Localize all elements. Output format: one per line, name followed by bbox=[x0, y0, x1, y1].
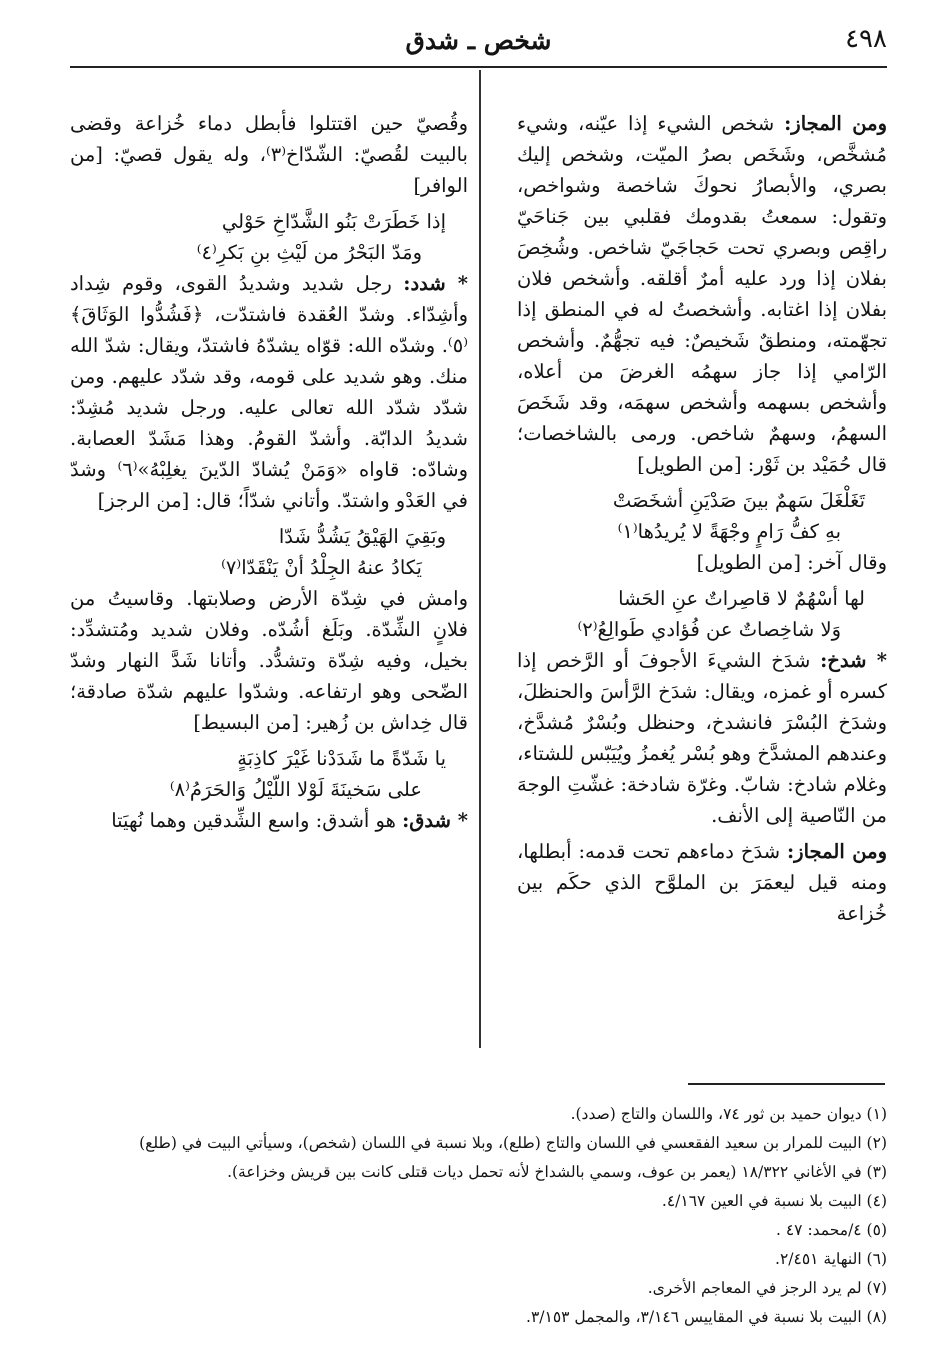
poem-verse: تَغَلْغَلَ سَهمٌ بينَ صَدْيَنِ أشخَصَتْ bbox=[612, 489, 865, 512]
header-rule bbox=[70, 66, 887, 68]
poem-verse: لها أسْهُمٌ لا قاصِراتٌ عنِ الحَشا bbox=[618, 587, 865, 610]
entry-text: شخص الشيء إذا عيّنه، وشيء مُشخَّص، وشَخَص بصرُ الميّت، وشخص إليك بصري، والأبصارُ نحوكَ شاخصة وشواخص، وتقول: سمعتُ بقدومك فقلبي بين جَناحَيّ راقِص وبصري تحت حَجاجَيّ شاخص. وشُخِصَ بفلان إذا ورد عليه أمرٌ أقلقه. وأشخص فلان بفلان إذا اغتابه. وأشخصتُ له في المنطق إذا تجهّمته، ومنطقٌ شَخيصٌ: فيه تجهُّمٌ. وأشخص الرّامي إذا جاز سهمُه الغرضَ من أعلاه، وأشخص بسهمه وأشخص سهمَه، وقد شَخَصَ السهمُ، وسهمٌ شاخص. ورمى بالشاخصات؛ قال حُمَيْد بن ثَوْر: [من الطويل] bbox=[517, 112, 887, 476]
entry-text: وقُصيّ حين اقتتلوا فأبطل دماء خُزاعة وقضى بالبيت لقُصيّ: الشّدّاخ⁽٣⁾، وله يقول قصيّ: [من الوافر] bbox=[70, 112, 468, 197]
footnote: (٢) البيت للمرار بن سعيد الفقعسي في اللسان والتاج (طلع)، وبلا نسبة في اللسان (شخص)، وسيأتي البيت في (طلع) bbox=[139, 1134, 887, 1152]
entry-text: وامش في شِدّة الأرض وصلابتها. وقاسيتُ من فلانٍ الشِّدّة. وبَلَغ أشُدّه. وفلان شديد ومُتشدِّد: بخيل، وفيه شِدّة وتشدُّد. وأتانا شَدَّ النهار وشدّ الضّحى وهو ارتفاعه. وشدّوا عليهم شدّة صادقة؛ قال خِداش بن زُهير: [من البسيط] bbox=[70, 587, 468, 734]
entry-paragraph bbox=[70, 583, 468, 738]
entry-paragraph bbox=[70, 805, 468, 836]
entry-headword: ومن المجاز: bbox=[786, 840, 887, 863]
page-number: ٤٩٨ bbox=[845, 24, 887, 54]
entry-text: رجل شديد وشديدُ القوى، وقوم شِداد وأشِدّاء. وشدّ العُقدة فاشتدّت، ﴿فَشُدُّوا الوَثَاقَ﴾⁽٥⁾. وشدّه الله: قوّاه يشدّهُ فاشتدّ، ويقال: شدّ الله منك. وهو شديد على قومه، وقد شدّد عليهم. ومن شدّد شدّد الله تعالى عليه. ورجل شديد مُشِدّ: شديدُ الدابّة. وأشدّ القومُ. وهذا مَشَدّ العصابة. وشادّه: قاواه «وَمَنْ يُشادّ الدّينَ يغلِبْهُ»⁽٦⁾ وشدّ في العَدْو واشتدّ. وأتاني شدّاً؛ قال: [من الرجز] bbox=[70, 272, 468, 512]
running-title: شخص ـ شدق bbox=[405, 26, 552, 55]
footnote: (٥) ٤/محمد: ٤٧ . bbox=[776, 1221, 887, 1239]
footnote-rule bbox=[688, 1083, 885, 1085]
footnote: (٤) البيت بلا نسبة في العين ٤/١٦٧. bbox=[661, 1192, 887, 1210]
poem-verse: يا شَدّةً ما شَدَدْنا غَيْرَ كاذِبَةٍ bbox=[237, 747, 446, 770]
entry-text: شدَخ الشيءَ الأجوفَ أو الرَّخص إذا كسره أو غمزه، ويقال: شدَخ الرَّأسَ والحنظلَ، وشدَخ البُسْرَ فانشدخ، وحنظل وبُسْرٌ مُشدَّخ، وعندهم المشدَّخ وهو بُسْر يُغمزُ ويُيَبّس للشتاء، وغلام شادخ: شابّ. وغرّة شادخة: غشّتِ الوجهَ من النّاصية إلى الأنف. bbox=[517, 649, 887, 827]
poem-verse: على سَخينَةَ لَوْلا اللّيْلُ وَالحَرَمُ⁽٨⁾ bbox=[169, 778, 422, 801]
poem-verse: إذا خَطَرَتْ بَنُو الشَّدّاخِ حَوْلي bbox=[221, 210, 446, 233]
footnote: (٦) النهاية ٢/٤٥١. bbox=[775, 1250, 887, 1268]
poem-verse: يَكادُ عنهُ الجِلْدُ أنْ يَنْقَدّا⁽٧⁾ bbox=[221, 556, 422, 579]
entry-paragraph bbox=[517, 645, 887, 831]
entry-paragraph bbox=[517, 836, 887, 929]
footnote: (١) ديوان حميد بن ثور ٧٤، واللسان والتاج (صدد). bbox=[570, 1105, 887, 1123]
footnote: (٣) في الأغاني ١٨/٣٢٢ (يعمر بن عوف، وسمي بالشداخ لأنه تحمل ديات قتلى كانت بين قريش وخزاعة). bbox=[227, 1163, 887, 1181]
entry-headword: * شدق: bbox=[402, 809, 468, 832]
entry-paragraph bbox=[70, 268, 468, 516]
footnotes bbox=[70, 1100, 887, 1332]
entry-headword: ومن المجاز: bbox=[784, 112, 887, 135]
entry-text: هو أشدق: واسع الشِّدقين وهما نُهيَتا bbox=[111, 809, 403, 832]
page-header bbox=[70, 20, 887, 64]
entry-headword: * شدد: bbox=[403, 272, 468, 295]
right-column bbox=[517, 108, 887, 934]
left-column bbox=[70, 108, 468, 841]
entry-paragraph bbox=[70, 108, 468, 201]
footnote: (٨) البيت بلا نسبة في المقاييس ٣/١٤٦، والمجمل ٣/١٥٣. bbox=[526, 1308, 887, 1326]
entry-paragraph bbox=[517, 108, 887, 480]
poem-verse: وبَقِيَ الهَيْقُ يَشُدُّ شَدّا bbox=[278, 525, 446, 548]
entry-text: شدَخ دماءهم تحت قدمه: أبطلها، ومنه قيل ليعمَرَ بن الملوَّح الذي حكَم بين خُزاعة bbox=[517, 840, 887, 925]
column-divider bbox=[479, 70, 481, 1048]
footnote: (٧) لم يرد الرجز في المعاجم الأخرى. bbox=[647, 1279, 887, 1297]
poem-verse: وَلا شاخِصاتٌ عن فُؤادي طَوالِعُ⁽٢⁾ bbox=[577, 618, 841, 641]
entry-text: وقال آخر: [من الطويل] bbox=[696, 551, 887, 574]
poem-verse: ومَدّ البَحْرُ من لَيْثِ بنِ بَكرِ⁽٤⁾ bbox=[196, 241, 422, 264]
entry-paragraph bbox=[517, 547, 887, 578]
entry-headword: * شدخ: bbox=[820, 649, 888, 672]
poem-verse: بهِ كفُّ رَامٍ وجْهَةً لا يُريدُها⁽١⁾ bbox=[617, 520, 841, 543]
